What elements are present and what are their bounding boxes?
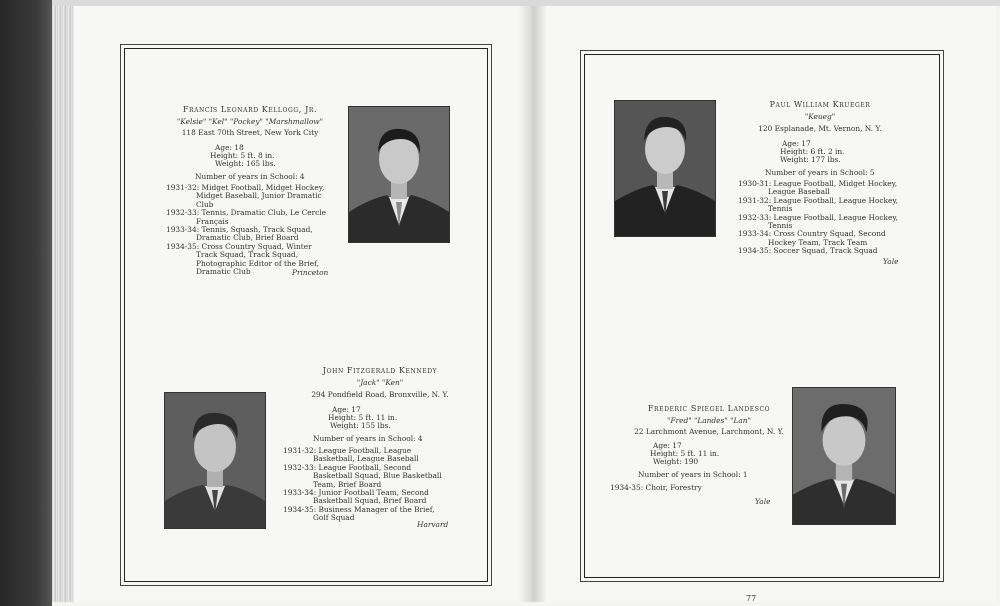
student-nicknames: "Keueg" xyxy=(804,112,836,121)
student-height: Height: 6 ft. 2 in. xyxy=(780,147,845,156)
student-activities xyxy=(166,184,332,276)
student-name: John Fitzgerald Kennedy xyxy=(322,366,438,375)
page-number: 77 xyxy=(746,594,757,603)
activity-line: 1933-34: Junior Football Team, Second Basketball Squad, Brief Board xyxy=(283,488,429,506)
student-portrait-photo xyxy=(164,392,266,529)
student-activities xyxy=(738,180,902,256)
student-height: Height: 5 ft. 11 in. xyxy=(650,449,720,458)
student-years: Number of years in School: 4 xyxy=(313,434,423,443)
student-nicknames: "Jack" "Ken" xyxy=(356,378,404,387)
student-nicknames: "Fred" "Landes" "Lan" xyxy=(667,416,751,425)
activity-line: 1932-33: Tennis, Dramatic Club, Le Cercle Français xyxy=(166,208,327,226)
student-weight: Weight: 177 lbs. xyxy=(780,155,841,164)
activity-line: 1931-32: League Football, League Basketball, League Baseball xyxy=(283,446,419,464)
student-height: Height: 5 ft. 11 in. xyxy=(328,413,398,422)
activity-line: 1932-33: League Football, League Hockey, Tennis xyxy=(738,212,898,231)
activity-line: 1932-33: League Football, Second Basketball Squad, Blue Basketball Team, Brief Board xyxy=(283,462,442,489)
student-years: Number of years in School: 1 xyxy=(638,470,748,479)
student-activities xyxy=(283,447,449,523)
activity-line: 1934-35: Business Manager of the Brief, Golf Squad xyxy=(283,504,435,523)
student-college: Yale xyxy=(883,257,899,266)
student-name: Frederic Spiegel Landesco xyxy=(647,404,771,413)
student-portrait-photo xyxy=(792,387,896,525)
student-years: Number of years in School: 4 xyxy=(195,172,305,181)
student-activities xyxy=(610,484,770,492)
activity-line: 1930-31: League Football, Midget Hockey, League Baseball xyxy=(738,179,898,197)
student-age: Age: 17 xyxy=(782,139,811,148)
student-college: Princeton xyxy=(292,268,329,277)
student-weight: Weight: 155 lbs. xyxy=(330,421,391,430)
student-portrait-photo xyxy=(348,106,450,243)
book-gutter xyxy=(518,6,546,602)
student-address: 120 Esplanade, Mt. Vernon, N. Y. xyxy=(758,124,882,133)
activity-line: 1931-32: Midget Football, Midget Hockey, Midget Baseball, Junior Dramatic Club xyxy=(166,183,325,209)
student-college: Yale xyxy=(755,497,771,506)
student-age: Age: 17 xyxy=(332,405,361,414)
student-address: 118 East 70th Street, New York City xyxy=(181,128,319,137)
student-height: Height: 5 ft. 8 in. xyxy=(210,151,275,160)
activity-line: 1933-34: Cross Country Squad, Second Hockey Team, Track Team xyxy=(738,229,886,247)
activity-line: 1934-35: Cross Country Squad, Winter Track Squad, Track Squad, Photographic Editor of the Brief, Dramatic Club xyxy=(166,241,319,277)
activity-line: 1931-32: League Football, League Hockey, Tennis xyxy=(738,195,898,214)
student-address: 294 Pondfield Road, Bronxville, N. Y. xyxy=(311,390,449,399)
student-years: Number of years in School: 5 xyxy=(765,168,875,177)
student-name: Francis Leonard Kellogg, Jr. xyxy=(182,105,318,114)
student-name: Paul William Krueger xyxy=(769,100,871,109)
student-nicknames: "Kelsie" "Kel" "Pockey" "Marshmallow" xyxy=(176,117,324,126)
student-weight: Weight: 190 xyxy=(653,457,699,466)
student-age: Age: 18 xyxy=(215,143,244,152)
student-weight: Weight: 165 lbs. xyxy=(215,159,276,168)
book-cover-edge xyxy=(0,0,52,606)
activity-line: 1934-35: Choir, Forestry xyxy=(610,483,702,492)
student-address: 22 Larchmont Avenue, Larchmont, N. Y. xyxy=(634,427,784,436)
student-college: Harvard xyxy=(417,520,449,529)
student-portrait-photo xyxy=(614,100,716,237)
activity-line: 1933-34: Tennis, Squash, Track Squad, Dramatic Club, Brief Board xyxy=(166,225,313,243)
page-stack-edge xyxy=(52,6,74,602)
student-age: Age: 17 xyxy=(653,441,682,450)
activity-line: 1934-35: Soccer Squad, Track Squad xyxy=(738,246,878,256)
